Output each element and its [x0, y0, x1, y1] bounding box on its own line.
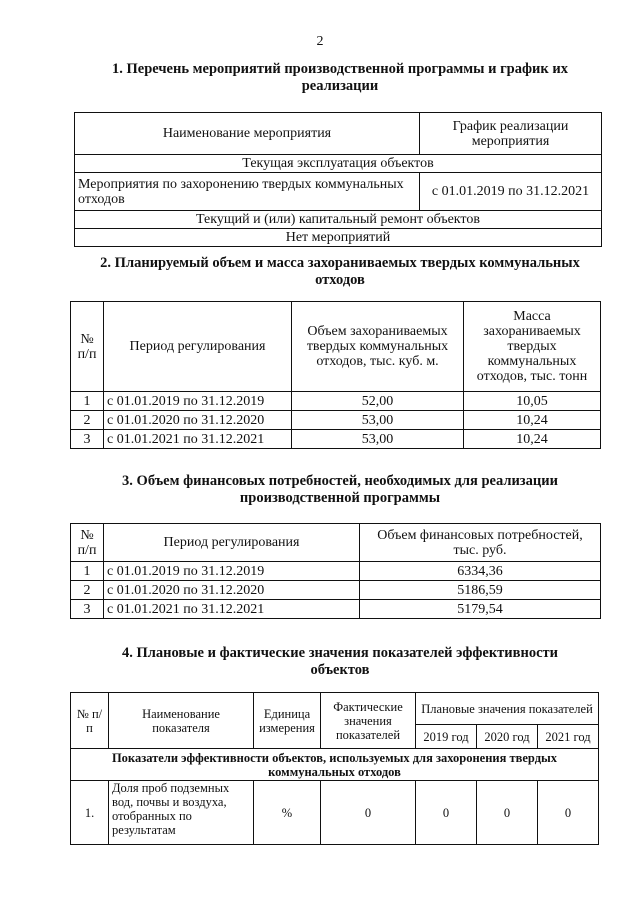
section-4-title	[80, 645, 600, 679]
col-header-volume: Объем захораниваемых твердых коммунальных отходов, тыс. куб. м.	[292, 302, 464, 392]
event-schedule-cell: с 01.01.2019 по 31.12.2021	[420, 173, 602, 211]
row-unit: %	[254, 781, 321, 845]
row-mass: 10,24	[464, 411, 601, 430]
row-mass: 10,05	[464, 392, 601, 411]
efficiency-table	[70, 692, 599, 845]
row-finance: 6334,36	[360, 562, 601, 581]
row-actual: 0	[321, 781, 416, 845]
table-row	[71, 781, 599, 845]
col-header-finance: Объем финансовых потребностей, тыс. руб.	[360, 524, 601, 562]
col-header-event-name: Наименование мероприятия	[75, 113, 420, 155]
col-header-planned: Плановые значения показателей	[416, 693, 599, 725]
col-header-num: № п/п	[71, 524, 104, 562]
row-num: 1	[71, 392, 104, 411]
row-num: 1.	[71, 781, 109, 845]
row-2019: 0	[416, 781, 477, 845]
table-row	[71, 392, 601, 411]
row-num: 2	[71, 581, 104, 600]
group-row-landfill-indicators: Показатели эффективности объектов, используемых для захоронения твердых коммунальных отходов	[71, 749, 599, 781]
col-header-period: Период регулирования	[104, 524, 360, 562]
section-3-title-line1: 3. Объем финансовых потребностей, необходимых для реализации	[122, 473, 558, 489]
section-2-title-line2: отходов	[315, 272, 365, 288]
row-finance: 5179,54	[360, 600, 601, 619]
events-table	[74, 112, 602, 247]
row-finance: 5186,59	[360, 581, 601, 600]
row-volume: 53,00	[292, 411, 464, 430]
row-period: с 01.01.2020 по 31.12.2020	[104, 411, 292, 430]
row-mass: 10,24	[464, 430, 601, 449]
row-num: 1	[71, 562, 104, 581]
waste-volume-table	[70, 301, 601, 449]
col-header-indicator-name: Наименование показателя	[109, 693, 254, 749]
table-row	[71, 430, 601, 449]
col-header-2021: 2021 год	[538, 725, 599, 749]
finance-table	[70, 523, 601, 619]
table-row	[71, 562, 601, 581]
col-header-num: № п/п	[71, 693, 109, 749]
row-period: с 01.01.2021 по 31.12.2021	[104, 430, 292, 449]
section-1-title	[80, 61, 600, 95]
col-header-2020: 2020 год	[477, 725, 538, 749]
group-row-repair: Текущий и (или) капитальный ремонт объектов	[75, 211, 602, 229]
row-volume: 53,00	[292, 430, 464, 449]
row-num: 3	[71, 600, 104, 619]
group-row-current-operation: Текущая эксплуатация объектов	[75, 155, 602, 173]
no-events-row: Нет мероприятий	[75, 229, 602, 247]
col-header-actual: Фактические значения показателей	[321, 693, 416, 749]
section-3-title-line2: производственной программы	[239, 490, 441, 506]
row-period: с 01.01.2021 по 31.12.2021	[104, 600, 360, 619]
col-header-2019: 2019 год	[416, 725, 477, 749]
table-row	[71, 581, 601, 600]
col-header-unit: Единица измерения	[254, 693, 321, 749]
row-num: 2	[71, 411, 104, 430]
section-3-title	[80, 473, 600, 507]
section-2-title	[80, 255, 600, 289]
table-row	[71, 600, 601, 619]
row-volume: 52,00	[292, 392, 464, 411]
table-row	[71, 411, 601, 430]
row-period: с 01.01.2019 по 31.12.2019	[104, 562, 360, 581]
section-1-title-line1: 1. Перечень мероприятий производственной программы и график их	[112, 61, 568, 77]
row-2020: 0	[477, 781, 538, 845]
col-header-schedule: График реализации мероприятия	[420, 113, 602, 155]
section-4-title-line2: объектов	[310, 662, 370, 678]
section-4-title-line1: 4. Плановые и фактические значения показателей эффективности	[121, 645, 558, 661]
col-header-mass: Масса захораниваемых твердых коммунальных отходов, тыс. тонн	[464, 302, 601, 392]
section-2-title-line1: 2. Планируемый объем и масса захораниваемых твердых коммунальных	[100, 255, 580, 271]
row-period: с 01.01.2019 по 31.12.2019	[104, 392, 292, 411]
row-2021: 0	[538, 781, 599, 845]
row-period: с 01.01.2020 по 31.12.2020	[104, 581, 360, 600]
row-num: 3	[71, 430, 104, 449]
row-indicator-name: Доля проб подземных вод, почвы и воздуха, отобранных по результатам	[109, 781, 254, 845]
col-header-period: Период регулирования	[104, 302, 292, 392]
event-name-cell: Мероприятия по захоронению твердых коммунальных отходов	[75, 173, 420, 211]
section-1-title-line2: реализации	[301, 78, 379, 94]
page-number: 2	[316, 34, 324, 49]
col-header-num: № п/п	[71, 302, 104, 392]
